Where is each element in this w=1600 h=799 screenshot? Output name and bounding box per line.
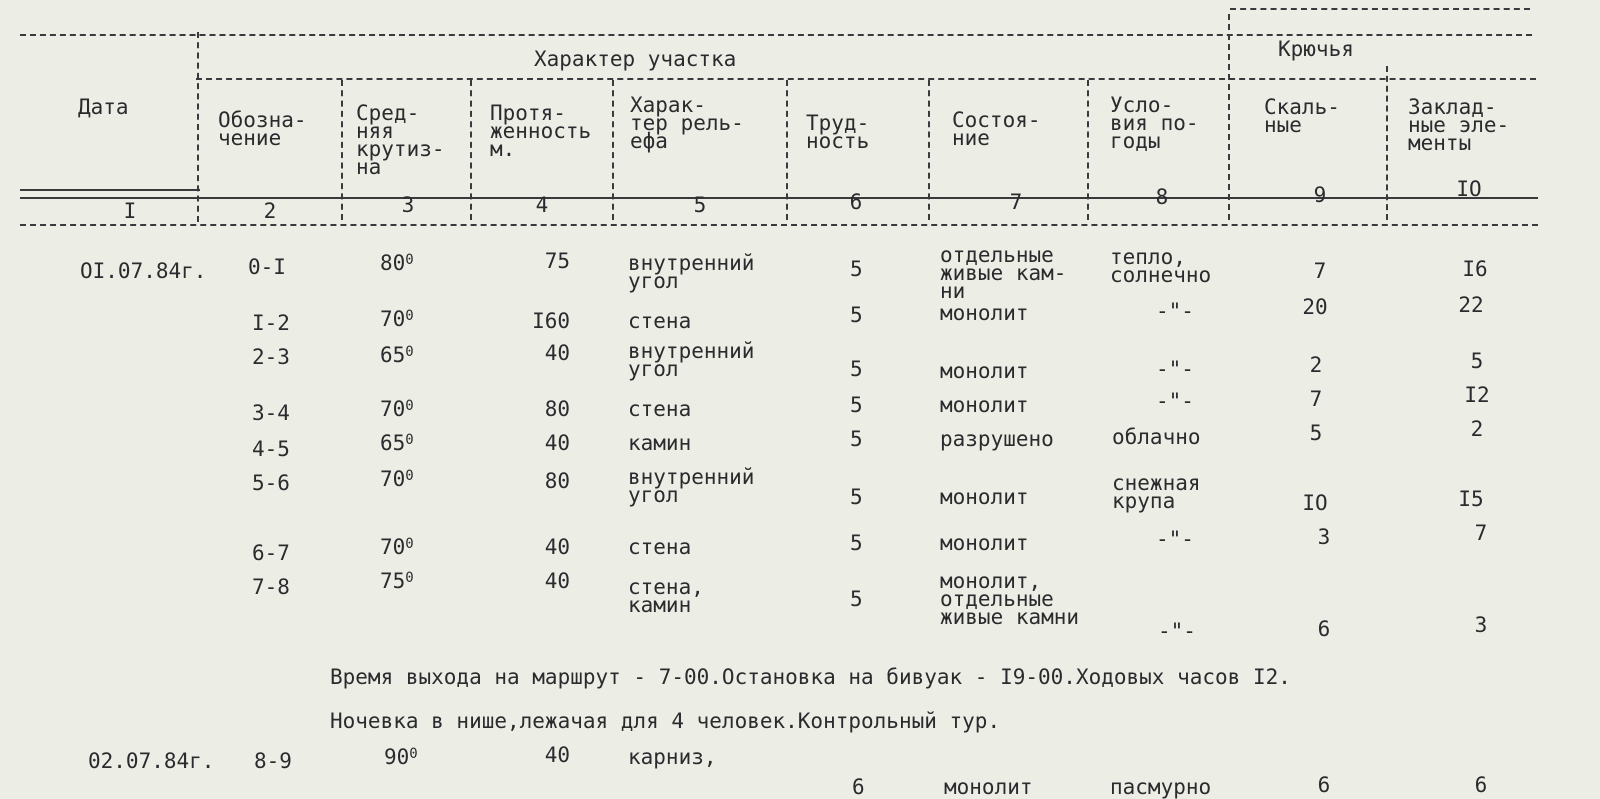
col-divider-9	[1386, 66, 1388, 220]
row-0-date: OI.07.84г.	[80, 259, 207, 283]
row-2-len: 40	[544, 341, 570, 365]
table-top-rule	[20, 34, 1532, 36]
row-4-weather: облачно	[1112, 425, 1201, 449]
row-4-rock: 5	[1309, 421, 1323, 445]
row-3-steep: $70^0$	[380, 397, 414, 421]
row-8-len: 40	[544, 743, 570, 767]
col-number-5: 5	[693, 193, 707, 217]
row-2-relief: внутренний угол	[628, 339, 755, 381]
row-6-steep: $70^0$	[380, 535, 414, 559]
note-line-2: Ночевка в нише,лежачая для 4 человек.Контрольный тур.	[330, 709, 1001, 733]
row-5-seg: 5-6	[252, 471, 290, 495]
header-col-nuts: Заклад- ные эле- менты	[1408, 95, 1510, 155]
row-7-steep: $75^0$	[380, 569, 414, 593]
row-1-len: I60	[532, 309, 570, 333]
row-8-weather: пасмурно	[1110, 775, 1212, 799]
header-date: Дата	[78, 95, 129, 119]
row-6-seg: 6-7	[252, 541, 290, 565]
row-7-diff: 5	[850, 587, 863, 611]
row-0-steep: $80^0$	[380, 251, 414, 275]
row-5-weather: снежная крупа	[1112, 471, 1201, 513]
row-5-len: 80	[544, 469, 570, 493]
header-col-steepness: Сред- няя крутиз- на	[356, 101, 445, 179]
row-3-nuts: I2	[1464, 383, 1490, 407]
row-3-diff: 5	[850, 393, 863, 417]
row-8-seg: 8-9	[254, 749, 292, 773]
row-7-nuts: 3	[1474, 613, 1488, 637]
row-8-date: 02.07.84г.	[88, 749, 215, 773]
row-1-relief: стена	[628, 309, 692, 333]
row-7-weather: -"-	[1158, 619, 1196, 643]
row-0-rock: 7	[1313, 259, 1327, 283]
header-col-relief: Харак- тер рель- ефа	[630, 93, 744, 153]
row-2-seg: 2-3	[252, 345, 290, 369]
row-4-relief: камин	[628, 431, 692, 455]
row-1-state: монолит	[940, 301, 1029, 325]
header-col-designation: Обозна- чение	[218, 108, 307, 150]
row-2-nuts: 5	[1470, 349, 1484, 373]
row-8-steep: $90^0$	[384, 745, 418, 769]
col-number-10: IO	[1456, 177, 1482, 201]
row-5-nuts: I5	[1458, 487, 1484, 511]
col-divider-8	[1228, 14, 1230, 220]
col-number-6: 6	[849, 190, 863, 214]
row-4-len: 40	[544, 431, 570, 455]
row-5-state: монолит	[940, 485, 1029, 509]
row-7-seg: 7-8	[252, 575, 290, 599]
row-2-weather: -"-	[1156, 357, 1194, 381]
row-0-weather: тепло, солнечно	[1110, 245, 1212, 287]
row-4-state: разрушено	[940, 427, 1054, 451]
row-8-state: монолит	[944, 775, 1033, 799]
row-8-diff: 6	[852, 775, 865, 799]
col-divider-7	[1087, 80, 1089, 220]
row-1-seg: I-2	[252, 311, 290, 335]
header-group-uchastok: Характер участка	[534, 47, 737, 71]
row-3-rock: 7	[1309, 387, 1323, 411]
row-4-diff: 5	[850, 427, 863, 451]
row-8-rock: 6	[1317, 773, 1331, 797]
col-number-3: 3	[401, 193, 415, 217]
row-7-rock: 6	[1317, 617, 1331, 641]
row-1-weather: -"-	[1156, 299, 1194, 323]
kryuchya-top-rule	[1230, 8, 1530, 10]
header-col-weather: Усло- вия по- годы	[1110, 93, 1199, 153]
row-3-seg: 3-4	[252, 401, 290, 425]
row-2-rock: 2	[1309, 353, 1323, 377]
col-number-2: 2	[263, 199, 277, 223]
col-number-7: 7	[1009, 190, 1023, 214]
row-3-relief: стена	[628, 397, 692, 421]
col-divider-1	[197, 32, 199, 222]
row-4-seg: 4-5	[252, 437, 290, 461]
row-7-len: 40	[544, 569, 570, 593]
col-number-8: 8	[1155, 185, 1169, 209]
col-divider-5	[786, 80, 788, 220]
header-col-length: Протя- женность м.	[490, 101, 592, 161]
row-5-diff: 5	[850, 485, 863, 509]
row-0-state: отдельные живые кам- ни	[940, 243, 1067, 303]
row-5-relief: внутренний угол	[628, 465, 755, 507]
row-2-state: монолит	[940, 359, 1029, 383]
row-6-diff: 5	[850, 531, 863, 555]
row-2-diff: 5	[850, 357, 863, 381]
row-6-nuts: 7	[1474, 521, 1488, 545]
col-number-1: I	[123, 199, 137, 223]
row-0-len: 75	[544, 249, 570, 273]
note-line-1: Время выхода на маршрут - 7-00.Остановка на бивуак - I9-00.Ходовых часов I2.	[330, 665, 1291, 689]
numbers-top-rule-2	[20, 189, 200, 191]
col-divider-6	[928, 80, 930, 220]
header-group-kryuchya: Крючья	[1278, 37, 1354, 61]
row-2-steep: $65^0$	[380, 343, 414, 367]
row-5-steep: $70^0$	[380, 467, 414, 491]
row-3-len: 80	[544, 397, 570, 421]
row-1-nuts: 22	[1458, 293, 1484, 317]
row-6-weather: -"-	[1156, 527, 1194, 551]
row-1-diff: 5	[850, 303, 863, 327]
col-divider-4	[612, 80, 614, 220]
row-0-relief: внутренний угол	[628, 251, 755, 293]
header-col-difficulty: Труд- ность	[806, 111, 870, 153]
row-0-seg: 0-I	[248, 255, 286, 279]
group-under-rule	[196, 78, 1536, 80]
row-6-relief: стена	[628, 535, 692, 559]
row-4-steep: $65^0$	[380, 431, 414, 455]
row-6-state: монолит	[940, 531, 1029, 555]
col-divider-2	[341, 80, 343, 220]
col-number-4: 4	[535, 193, 549, 217]
row-6-rock: 3	[1317, 525, 1331, 549]
row-3-state: монолит	[940, 393, 1029, 417]
col-divider-3	[470, 80, 472, 220]
row-1-steep: $70^0$	[380, 307, 414, 331]
header-col-state: Состоя- ние	[952, 108, 1041, 150]
row-1-rock: 20	[1302, 295, 1328, 319]
header-col-rock-pitons: Скаль- ные	[1264, 95, 1340, 137]
col-number-9: 9	[1313, 183, 1327, 207]
row-0-nuts: I6	[1462, 257, 1488, 281]
row-8-nuts: 6	[1474, 773, 1488, 797]
row-0-diff: 5	[850, 257, 863, 281]
row-6-len: 40	[544, 535, 570, 559]
row-3-weather: -"-	[1156, 389, 1194, 413]
row-7-state: монолит, отдельные живые камни	[940, 569, 1080, 629]
numbers-bottom-rule	[20, 224, 1538, 226]
row-8-relief: карниз,	[628, 745, 717, 769]
row-7-relief: стена, камин	[628, 575, 704, 617]
row-4-nuts: 2	[1470, 417, 1484, 441]
row-5-rock: IO	[1302, 491, 1328, 515]
